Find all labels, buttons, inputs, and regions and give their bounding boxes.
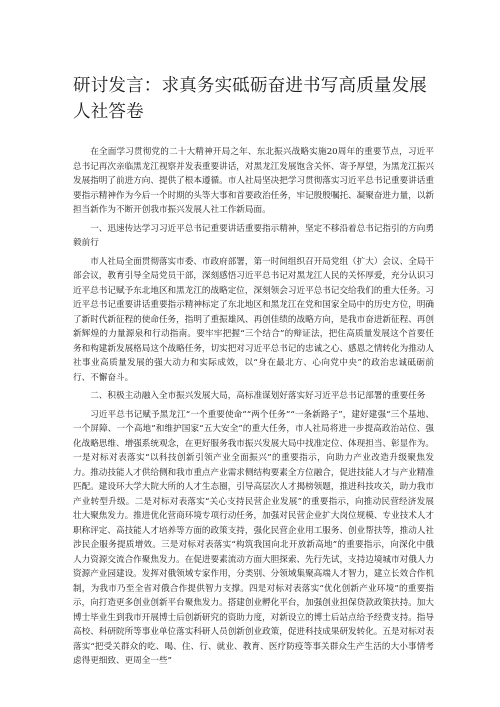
section-2-paragraph: 习近平总书记赋予黑龙江“一个重要使命”“两个任务”“一条新路子”，建好建强“三个基地、一个屏障、一个高地”和维护国家“五大安全”的重大任务，市人社局将进一步提高政治站位、强化战略思维、增强系统观念，在更好服务我市振兴发展大局中找准定位、体现担当、彰显作为。一是对标对表落实“以科技创新引领产业全面振兴”的重要指示，向助力产业改造升级聚焦发力。推动技能人才供给侧和我市重点产业需求侧结构要素全方位融合，促进技能人才与产业精准匹配。建设环大学大院大所的人才生态圈，引导高层次人才揭榜领题，推进科技攻关，助力我市产业转型升级。二是对标对表落实“关心支持民营企业发展”的重要指示，向推动民营经济发展壮大聚焦发力。推进优化营商环境专项行动任务，加强对民营企业扩大岗位规模、专业技术人才职称评定、高技能人才培养等方面的政策支持，强化民营企业用工服务、创业帮扶等，推动人社涉民企服务提质增效。三是对标对表落实“构筑我国向北开放新高地”的重要指示，向深化中俄人力资源交流合作聚焦发力。在促进要素流动方面大胆探索、先行先试，支持边境城市对俄人力资源产业园建设。发挥对俄领域专家作用，分类别、分领域集聚高端人才智力，建立长效合作机制，为我市乃至全省对俄合作提供智力支撑。四是对标对表落实“优化创新产业环境”的重要指示，向打造更多创业创新平台聚焦发力。搭建创业孵化平台，加强创业担保贷款政策扶持。加大博士毕业生到我市开展博士后创新研究的资助力度，对新设立的博士后站点给予经费支持。指导高校、科研院所等事业单位落实科研人员创新创业政策，促进科技成果研发转化。五是对标对表落实“把受关群众的吃、喝、住、行、就业、教育、医疗防疫等事关群众生产生活的大小事情考虑得更细致、更周全一些” xyxy=(73,409,434,666)
section-heading-1: 一、迅速传达学习习近平总书记重要讲话重要指示精神，坚定不移沿着总书记指引的方向勇毅前行 xyxy=(73,223,434,248)
intro-paragraph: 在全面学习贯彻党的二十大精神开局之年、东北振兴战略实施20周年的重要节点，习近平总书记再次亲临黑龙江视察并发表重要讲话，对黑龙江发展饱含关怀、寄予厚望，为黑龙江振兴发展指明了前进方向、提供了根本遵循。市人社局坚决把学习贯彻落实习近平总书记重要讲话重要指示精神作为今后一个时期的头等大事和首要政治任务，牢记殷殷嘱托、凝聚奋进力量，以新担当新作为不断开创我市振兴发展人社工作新局面。 xyxy=(73,147,434,215)
document-body xyxy=(73,145,434,669)
section-heading-2: 二、积极主动融入全市振兴发展大局，高标准谋划好落实好习近平总书记部署的重要任务 xyxy=(90,391,426,401)
document-title: 研讨发言：求真务实砥砺奋进书写高质量发展人社答卷 xyxy=(73,76,427,122)
section-1-paragraph: 市人社局全面贯彻落实市委、市政府部署，第一时间组织召开局党组（扩大）会议、全局干部会议，教育引导全局党员干部，深刻感悟习近平总书记对黑龙江人民的关怀厚爱，充分认识习近平总书记赋予东北地区和黑龙江的战略定位，深刻领会习近平总书记交给我们的重大任务。习近平总书记重要讲话重要指示精神标定了东北地区和黑龙江在党和国家全局中的历史方位，明确了新时代新征程的使命任务，指明了重振雄风、再创佳绩的战略方向，是我市奋进新征程、再创新辉煌的力量源泉和行动指南。要牢牢把握“三个结合”的辩证法，把住高质量发展这个首要任务和构建新发展格局这个战略任务，切实把对习近平总书记的忠诚之心、感恩之情转化为推动人社事业高质量发展的强大动力和实际成效，以“身在最北方、心向党中央”的政治忠诚砥砺前行、不懈奋斗。 xyxy=(73,256,434,383)
